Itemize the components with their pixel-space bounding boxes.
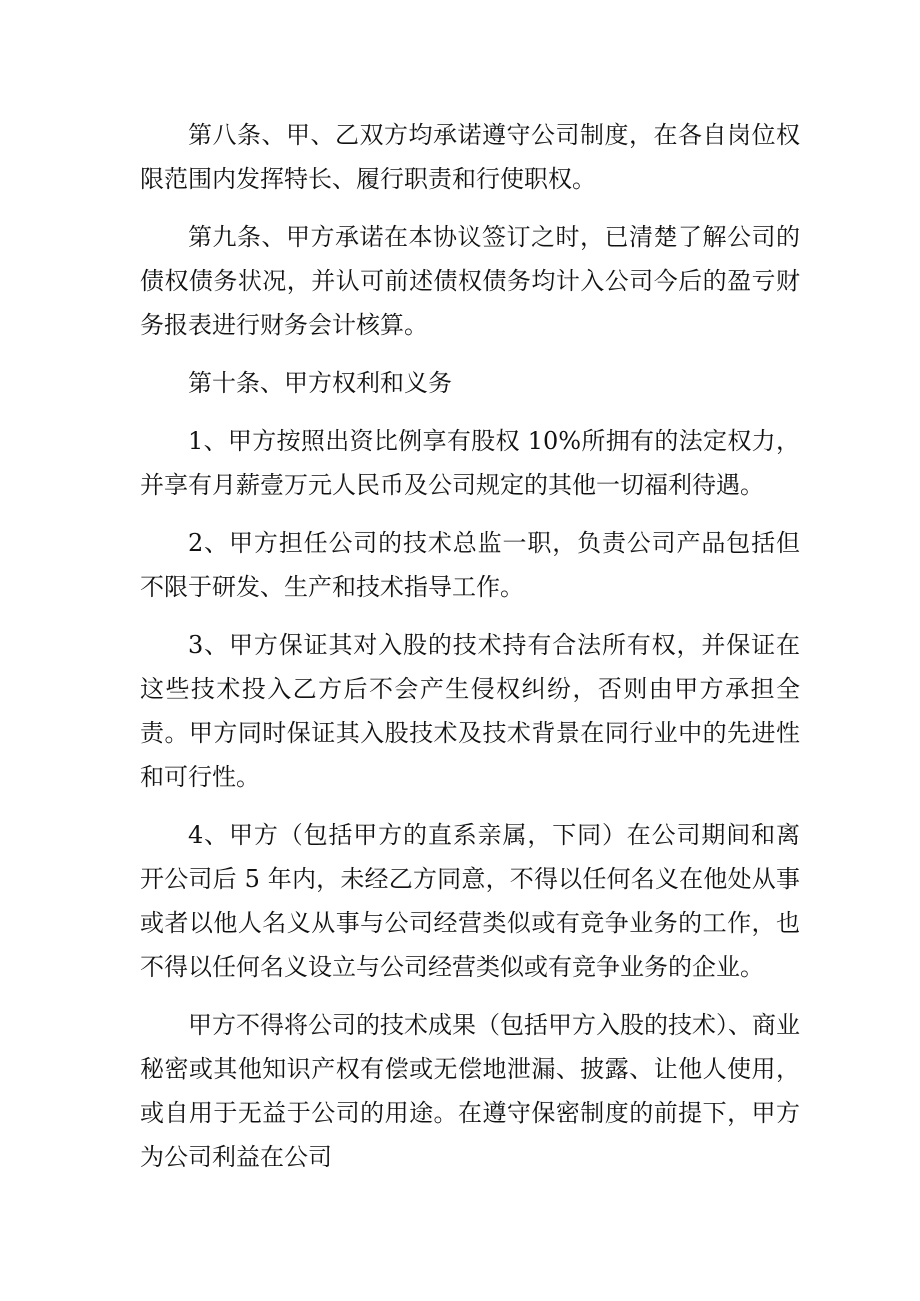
paragraph-item-2: 2、甲方担任公司的技术总监一职，负责公司产品包括但不限于研发、生产和技术指导工作。 <box>140 529 800 601</box>
paragraph-item-1: 1、甲方按照出资比例享有股权 10%所拥有的法定权力，并享有月薪壹万元人民币及公司规定的其他一切福利待遇。 <box>140 427 800 499</box>
paragraph-item-3: 3、甲方保证其对入股的技术持有合法所有权，并保证在这些技术投入乙方后不会产生侵权纠纷，否则由甲方承担全责。甲方同时保证其入股技术及技术背景在同行业中的先进性和可行性。 <box>140 631 800 791</box>
paragraph-item-4: 4、甲方（包括甲方的直系亲属，下同）在公司期间和离开公司后 5 年内，未经乙方同意，不得以任何名义在他处从事或者以他人名义从事与公司经营类似或有竞争业务的工作，也不得以任何名义设立与公司经营类似或有竞争业务的企业。 <box>140 821 800 981</box>
paragraph-confidentiality: 甲方不得将公司的技术成果（包括甲方入股的技术）、商业秘密或其他知识产权有偿或无偿地泄漏、披露、让他人使用，或自用于无益于公司的用途。在遵守保密制度的前提下，甲方为公司利益在公司 <box>140 1011 800 1171</box>
paragraph-article-9: 第九条、甲方承诺在本协议签订之时，已清楚了解公司的债权债务状况，并认可前述债权债务均计入公司今后的盈亏财务报表进行财务会计核算。 <box>140 223 800 339</box>
paragraph-article-8: 第八条、甲、乙双方均承诺遵守公司制度，在各自岗位权限范围内发挥特长、履行职责和行使职权。 <box>140 121 800 193</box>
document-body <box>140 113 800 1193</box>
paragraph-article-10-heading: 第十条、甲方权利和义务 <box>188 369 452 397</box>
